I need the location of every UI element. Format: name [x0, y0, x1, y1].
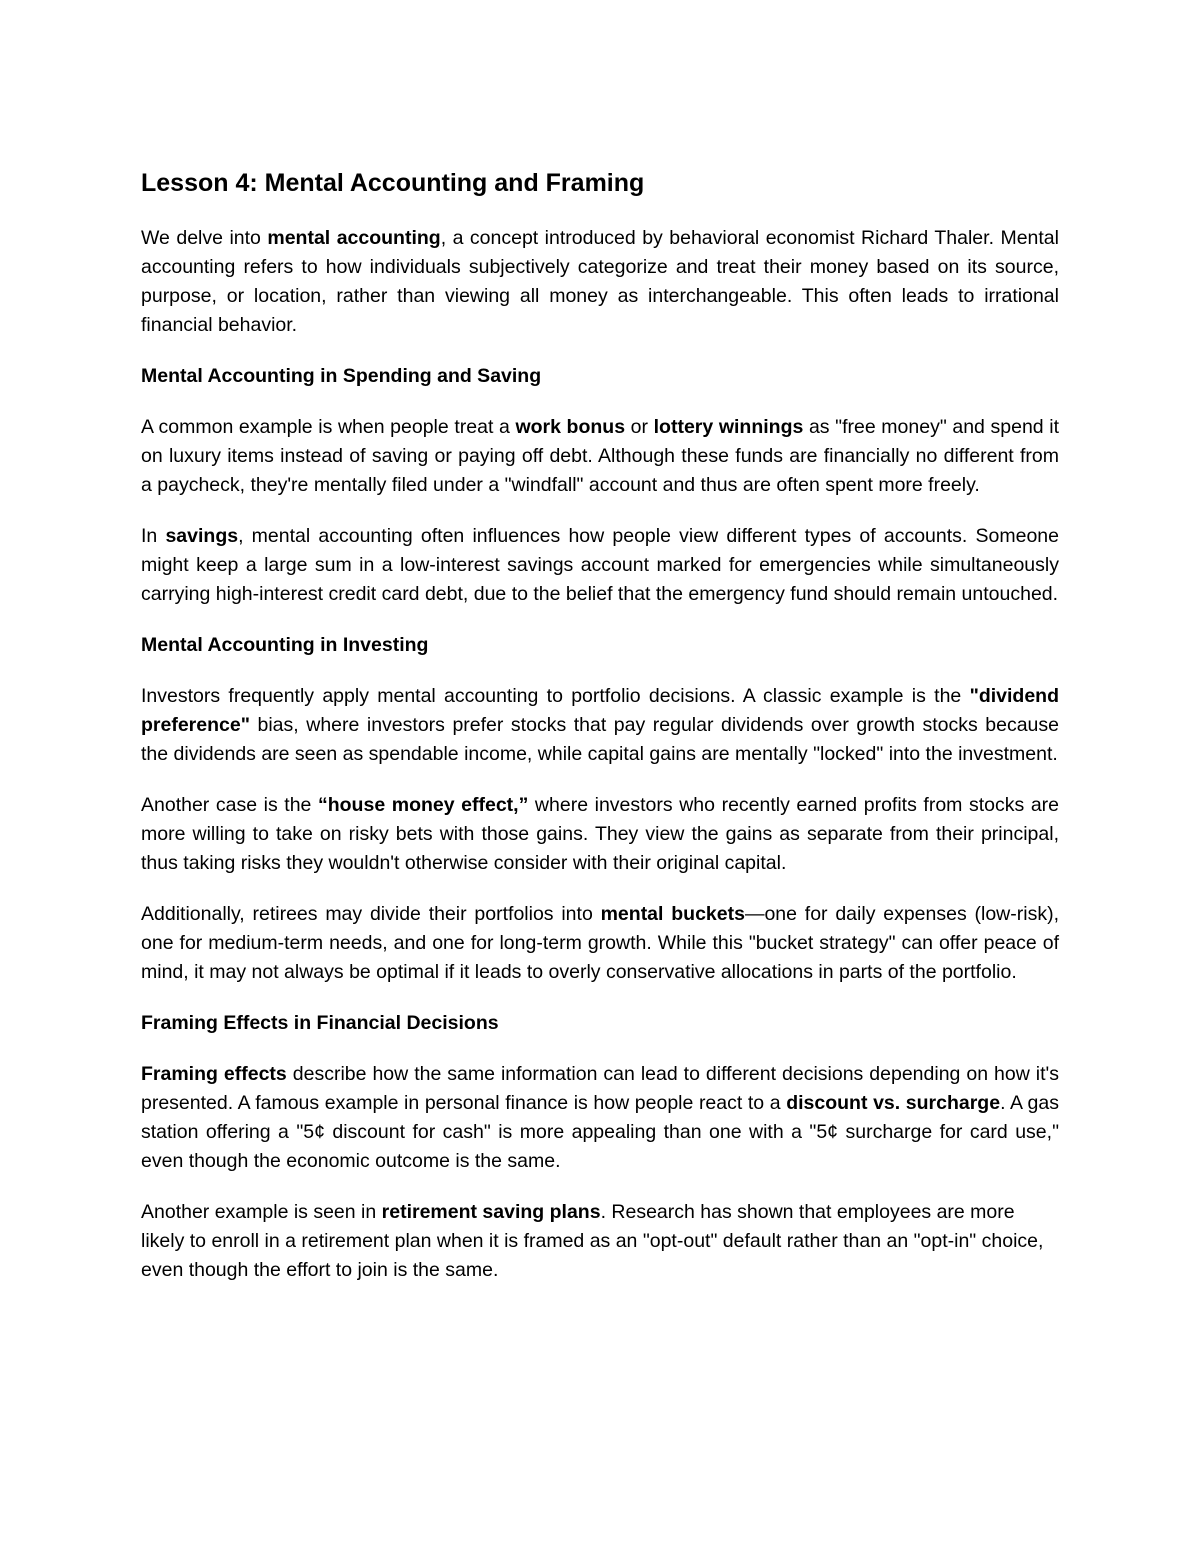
text-segment: Investors frequently apply mental accounting to portfolio decisions. A classic example is the — [141, 685, 970, 707]
term-mental-accounting: mental accounting — [267, 227, 441, 249]
text-segment: . A gas station offering a "5¢ discount for cash" is more appealing than one with a "5¢ surcharge for card use," even though the economic outcome is the same. — [141, 1092, 1059, 1172]
text-segment: , mental accounting often influences how people view different types of accounts. Someone might keep a large sum in a low-interest savings account marked for emergencies while simultaneously carrying high-interest credit card debt, due to the belief that the emergency fund should remain untouched. — [141, 525, 1059, 605]
term-discount-vs-surcharge: discount vs. surcharge — [786, 1092, 1001, 1114]
intro-paragraph — [141, 224, 1059, 340]
paragraph-dividend-preference — [141, 682, 1059, 769]
term-framing-effects: Framing effects — [141, 1063, 287, 1085]
section-heading-spending-saving: Mental Accounting in Spending and Saving — [141, 365, 542, 387]
text-segment: describe how the same information can lead to different decisions depending on how it's presented. A famous example in personal finance is how people react to a — [141, 1063, 1060, 1114]
paragraph-bonus-windfall — [141, 413, 1059, 500]
text-segment: A common example is when people treat a — [141, 416, 516, 438]
term-lottery-winnings: lottery winnings — [653, 416, 804, 438]
text-segment: as "free money" and spend it on luxury items instead of saving or paying off debt. Although these funds are financially no different from a paycheck, they're mentally filed under a "windfall" account and thus are often spent more freely. — [141, 416, 1060, 496]
text-segment: —one for daily expenses (low-risk), one for medium-term needs, and one for long-term growth. While this "bucket strategy" can offer peace of mind, it may not always be optimal if it leads to overly conservative allocations in parts of the portfolio. — [141, 903, 1059, 983]
term-savings: savings — [165, 525, 239, 547]
section-heading-investing: Mental Accounting in Investing — [141, 634, 429, 656]
term-dividend-preference: "dividend preference" — [141, 685, 1059, 736]
page-title: Lesson 4: Mental Accounting and Framing — [141, 169, 645, 197]
paragraph-framing-effects — [141, 1060, 1059, 1176]
text-segment: or — [625, 416, 654, 438]
text-segment: where investors who recently earned profits from stocks are more willing to take on risky bets with those gains. They view the gains as separate from their principal, thus taking risks they wouldn't otherwise consider with their original capital. — [141, 794, 1060, 874]
term-work-bonus: work bonus — [515, 416, 626, 438]
intro-text-2: , a concept introduced by behavioral economist Richard Thaler. Mental accounting refers to how individuals subjectively categorize and treat their money based on its source, purpose, or location, rather than viewing all money as interchangeable. This often leads to irrational financial behavior. — [141, 227, 1059, 336]
document-page — [141, 164, 1059, 1307]
term-retirement-saving-plans: retirement saving plans — [381, 1201, 601, 1223]
text-segment: In — [141, 525, 166, 547]
paragraph-mental-buckets — [141, 900, 1059, 987]
paragraph-savings — [141, 522, 1059, 609]
text-segment: bias, where investors prefer stocks that pay regular dividends over growth stocks because the dividends are seen as spendable income, while capital gains are mentally "locked" into the investment. — [141, 714, 1059, 765]
text-segment: Another case is the — [141, 794, 318, 816]
term-mental-buckets: mental buckets — [600, 903, 745, 925]
paragraph-house-money — [141, 791, 1059, 878]
text-segment: Additionally, retirees may divide their portfolios into — [141, 903, 601, 925]
term-house-money-effect: “house money effect,” — [317, 794, 529, 816]
text-segment: . Research has shown that employees are more likely to enroll in a retirement plan when it is framed as an "opt-out" default rather than an "opt-in" choice, even though the effort to join is the same. — [141, 1201, 1044, 1281]
text-segment: Another example is seen in — [141, 1201, 382, 1223]
intro-text-1: We delve into — [141, 227, 268, 249]
section-heading-framing: Framing Effects in Financial Decisions — [141, 1012, 499, 1034]
paragraph-retirement-plans — [141, 1198, 1059, 1285]
